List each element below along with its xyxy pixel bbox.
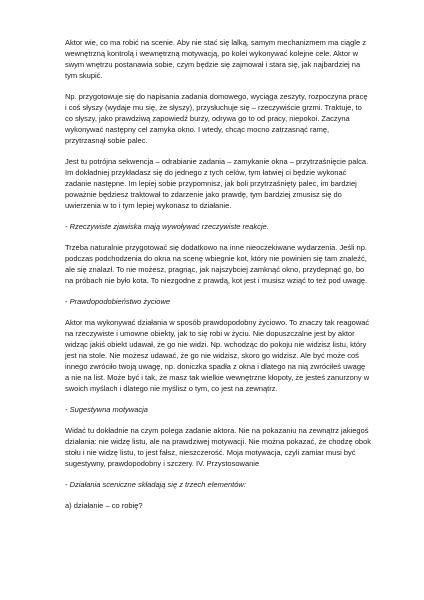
paragraph-intro: Aktor wie, co ma robić na scenie. Aby nie stać się lalką, samym mechanizmem ma ciągle z wewnętrzną kontrolą i wewnętrzną motywacją, po kolei wykonywać kolejne cele. Aktor w swym wnętrzu postanawia sobie, czym będzie się zajmował i stara się, jak najbardziej na tym skupić. (65, 38, 366, 80)
document-body (65, 37, 371, 511)
paragraph-motivation: Widać tu dokładnie na czym polega zadanie aktora. Nie na pokazaniu na zewnątrz jakiegoś działania: nie widzę listu, ale na prawdziwej motywacji. Nie można pokazać, że chodzę obok stołu i nie widzę listu, to jest fałsz, nieszczerość. Moja motywacja, czyli zamiar musi być sugestywny, prawdopodobny i szczery. IV. Przystosowanie (65, 426, 371, 468)
heading-real-phenomena: - Rzeczywiste zjawiska mają wywoływać rzeczywiste reakcje. (65, 222, 269, 231)
paragraph-unexpected-events: Trzeba naturalnie przygotować się dodatkowo na inne nieoczekiwane wydarzenia. Jeśli np. podczas podchodzenia do okna na scenę wbiegnie kot, który nie powinien się tam znaleźć, ale się znalazł. To nie możesz, pragnąc, jak najszybciej zamknąć okno, przydepnąć go, bo na próbach nie było kota. To niezgodne z prawdą, kot jest i musisz wziąć to też pod uwagę. (65, 243, 368, 285)
paragraph-homework-example: Np. przygotowuje się do napisania zadania domowego, wyciąga zeszyty, rozpoczyna pracę i coś słyszy (wydaje mu się, że słyszy), przysłuchuje się – rzeczywiście grzmi. Traktuje, to co słyszy, jako prawdziwą zapowiedź burzy, odrywa go to od pracy, niepokoi. Zaczyna wykonywać następny cel zamyka okno. I wtedy, chcąc mocno zatrzasnąć ramę, przytrzasnął sobie palec. (65, 92, 368, 145)
paragraph-sequence: Jest tu potrójna sekwencja – odrabianie zadania – zamykanie okna – przytrzaśnięcie palca. Im dokładniej przykładasz się do jednego z tych celów, tym łatwiej ci będzie wykonać zadanie następne. Im lepiej sobie przypomnisz, jak boli przytrzaśnięty palec, im bardziej poważnie będziesz traktował to zdarzenie jako prawdę, tym bardziej zmusisz się do uwierzenia w to i tym lepiej wykonasz to działanie. (65, 157, 369, 210)
heading-suggestive-motivation: - Sugestywna motywacja (65, 405, 148, 414)
paragraph-probability: Aktor ma wykonywać działania w sposób prawdopodobny życiowo. To znaczy tak reagować na rzeczywiste i umowne obiekty, jak to się robi w życiu. Nie dopuszczalne jest by aktor widząc jakiś obiekt udawał, że go nie widzi. Np. wchodząc do pokoju nie widzisz listu, który jest na stole. Nie możesz udawać, że go nie widzisz, skoro go widzisz. Ale być może coś innego zwróciło twoją uwagę, np. doniczka spadła z okna i dlatego na nią zwróciłeś uwagę a nie na list. Może być i tak, że masz tak wielkie wewnętrzne kłopoty, że jesteś zanurzony w swoich myślach i dlatego nie myślisz o tym, co jest na zewnątrz. (65, 318, 370, 393)
heading-life-probability: - Prawdopodobieństwo życiowe (65, 297, 171, 306)
list-item-action: a) działanie – co robię? (65, 501, 143, 510)
heading-stage-actions: - Działania sceniczne składają się z trzech elementów: (65, 480, 246, 489)
